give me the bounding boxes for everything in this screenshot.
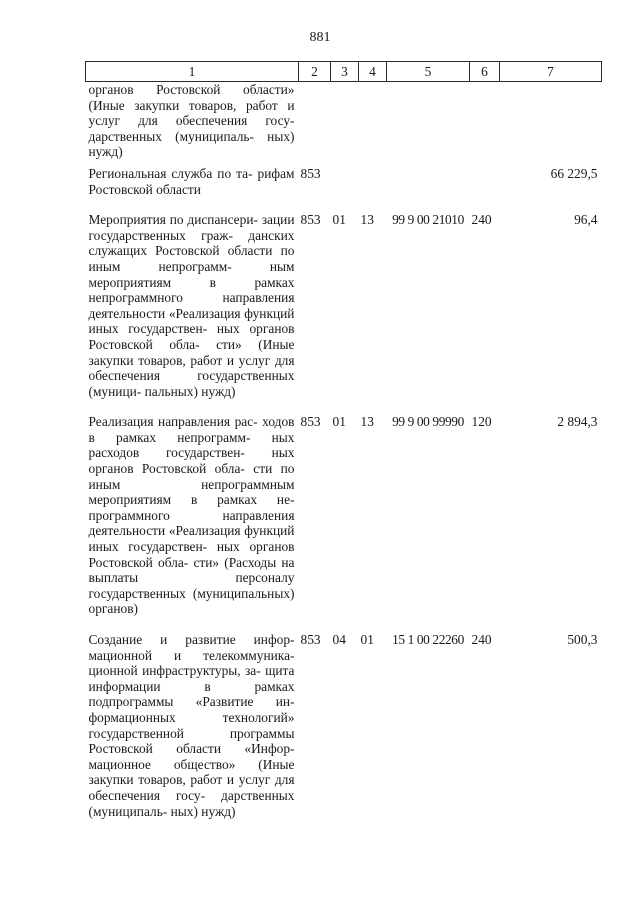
row-spacer bbox=[86, 617, 602, 632]
row-description bbox=[86, 82, 299, 160]
description-line: Ростовской области «Инфор- bbox=[88, 741, 295, 757]
description-line: программного направления bbox=[88, 507, 295, 523]
description-line: ных) нужд) bbox=[88, 128, 295, 160]
amount: 66 229,5 bbox=[550, 165, 598, 181]
description-line: рифам Ростовской области bbox=[88, 165, 295, 197]
description-line: дарственных (муниципаль- bbox=[88, 128, 254, 144]
table-row bbox=[86, 166, 602, 197]
target-code bbox=[387, 82, 470, 160]
admin-code bbox=[299, 82, 331, 160]
description-line: зации государственных граж- bbox=[88, 212, 295, 243]
spacer-cell bbox=[86, 197, 602, 212]
row-description bbox=[86, 414, 299, 617]
table-row bbox=[86, 632, 602, 819]
description-line: услуг для обеспечения госу- bbox=[88, 772, 295, 803]
admin-code: 853 bbox=[300, 632, 321, 647]
description-line: ных органов Ростовской обла- bbox=[88, 539, 295, 570]
description-line: мационной и телекоммуника- bbox=[88, 647, 295, 663]
header-cell: 1 bbox=[86, 62, 299, 82]
section-code: 01 bbox=[332, 212, 346, 228]
description-line: Создание и развитие инфор- bbox=[88, 632, 295, 647]
amount: 96,4 bbox=[574, 212, 598, 228]
admin-code: 853 bbox=[300, 165, 321, 181]
description-line: государственных (муници- bbox=[88, 368, 295, 399]
description-line: сти» (Расходы на выплаты bbox=[88, 554, 295, 586]
target-code: 15 1 00 22260 bbox=[392, 632, 464, 647]
description-line: области по иным непрограмм- bbox=[88, 243, 295, 274]
row-spacer bbox=[86, 399, 602, 414]
amount: 2 894,3 bbox=[557, 414, 598, 430]
description-line: деятельности «Реализация bbox=[88, 523, 241, 539]
description-line: непрограммного направления bbox=[88, 290, 295, 306]
table-row bbox=[86, 414, 602, 617]
subsection-code bbox=[359, 166, 387, 197]
description-line: ных) нужд) bbox=[170, 803, 236, 819]
amount: 500,3 bbox=[567, 632, 598, 647]
row-description bbox=[86, 166, 299, 197]
amount bbox=[500, 82, 602, 160]
description-line: ных органов Ростовской обла- bbox=[88, 445, 295, 477]
header-cell: 5 bbox=[387, 62, 470, 82]
description-line: мероприятиям в рамках не- bbox=[88, 492, 295, 508]
description-line: (муниципальных) органов) bbox=[88, 585, 295, 617]
expense-type-code: 120 bbox=[471, 414, 492, 430]
description-line: персоналу государственных bbox=[88, 570, 295, 601]
description-line: функций иных государствен- bbox=[88, 523, 295, 555]
row-description bbox=[86, 632, 299, 819]
section-code bbox=[331, 82, 359, 160]
description-line: (Иные закупки товаров, работ bbox=[88, 97, 278, 113]
subsection-code: 13 bbox=[360, 212, 374, 228]
description-line: органов Ростовской области» bbox=[88, 82, 295, 97]
description-line: закупки товаров, работ и bbox=[88, 772, 235, 788]
description-line: пальных) нужд) bbox=[144, 383, 236, 399]
description-line: ных расходов государствен- bbox=[88, 429, 295, 461]
section-code: 01 bbox=[332, 414, 346, 430]
page-number: 881 bbox=[309, 30, 331, 45]
description-line: мационное общество» (Иные bbox=[88, 756, 295, 772]
admin-code: 853 bbox=[300, 414, 321, 430]
subsection-code: 01 bbox=[360, 632, 374, 647]
row-spacer bbox=[86, 197, 602, 212]
budget-table bbox=[85, 61, 602, 819]
description-line: сти по иным непрограммным bbox=[88, 461, 295, 492]
description-line: деятельности «Реализация bbox=[88, 305, 241, 321]
description-line: ходов в рамках непрограмм- bbox=[88, 414, 295, 445]
header-cell: 7 bbox=[500, 62, 602, 82]
spacer-cell bbox=[86, 617, 602, 632]
description-line: и услуг для обеспечения госу- bbox=[88, 97, 295, 129]
subsection-code bbox=[359, 82, 387, 160]
header-cell: 3 bbox=[331, 62, 359, 82]
section-code bbox=[331, 166, 359, 197]
expense-type-code bbox=[470, 82, 500, 160]
header-cell: 2 bbox=[299, 62, 331, 82]
description-line: Региональная служба по та- bbox=[88, 165, 253, 181]
expense-type-code: 240 bbox=[471, 632, 492, 647]
description-line: ным мероприятиям в рамках bbox=[88, 258, 295, 290]
section-code: 04 bbox=[332, 632, 346, 647]
description-line: Реализация направления рас- bbox=[88, 414, 258, 430]
header-cell: 6 bbox=[470, 62, 500, 82]
spacer-cell bbox=[86, 399, 602, 414]
table-row bbox=[86, 212, 602, 399]
row-description bbox=[86, 212, 299, 399]
description-line: Мероприятия по диспансери- bbox=[88, 212, 258, 228]
description-line: государственной программы bbox=[88, 725, 295, 741]
description-line: ционной инфраструктуры, за- bbox=[88, 663, 261, 679]
description-line: формационных технологий» bbox=[88, 709, 295, 725]
expense-type-code bbox=[470, 166, 500, 197]
header-row bbox=[86, 62, 602, 82]
description-line: функций иных государствен- bbox=[88, 305, 295, 337]
description-line: данских служащих Ростовской bbox=[88, 227, 295, 259]
expense-type-code: 240 bbox=[471, 212, 492, 228]
description-line: ных органов Ростовской обла- bbox=[88, 321, 295, 352]
target-code: 99 9 00 21010 bbox=[392, 212, 464, 228]
target-code: 99 9 00 99990 bbox=[392, 414, 464, 430]
admin-code: 853 bbox=[300, 212, 321, 228]
description-line: работ и услуг для обеспечения bbox=[88, 352, 295, 384]
table-row bbox=[86, 82, 602, 160]
description-line: дарственных (муниципаль- bbox=[88, 787, 295, 819]
target-code bbox=[387, 166, 470, 197]
description-line: подпрограммы «Развитие ин- bbox=[88, 694, 295, 710]
header-cell: 4 bbox=[359, 62, 387, 82]
subsection-code: 13 bbox=[360, 414, 374, 430]
description-line: сти» (Иные закупки товаров, bbox=[88, 336, 295, 368]
description-line: щита информации в рамках bbox=[88, 663, 295, 694]
